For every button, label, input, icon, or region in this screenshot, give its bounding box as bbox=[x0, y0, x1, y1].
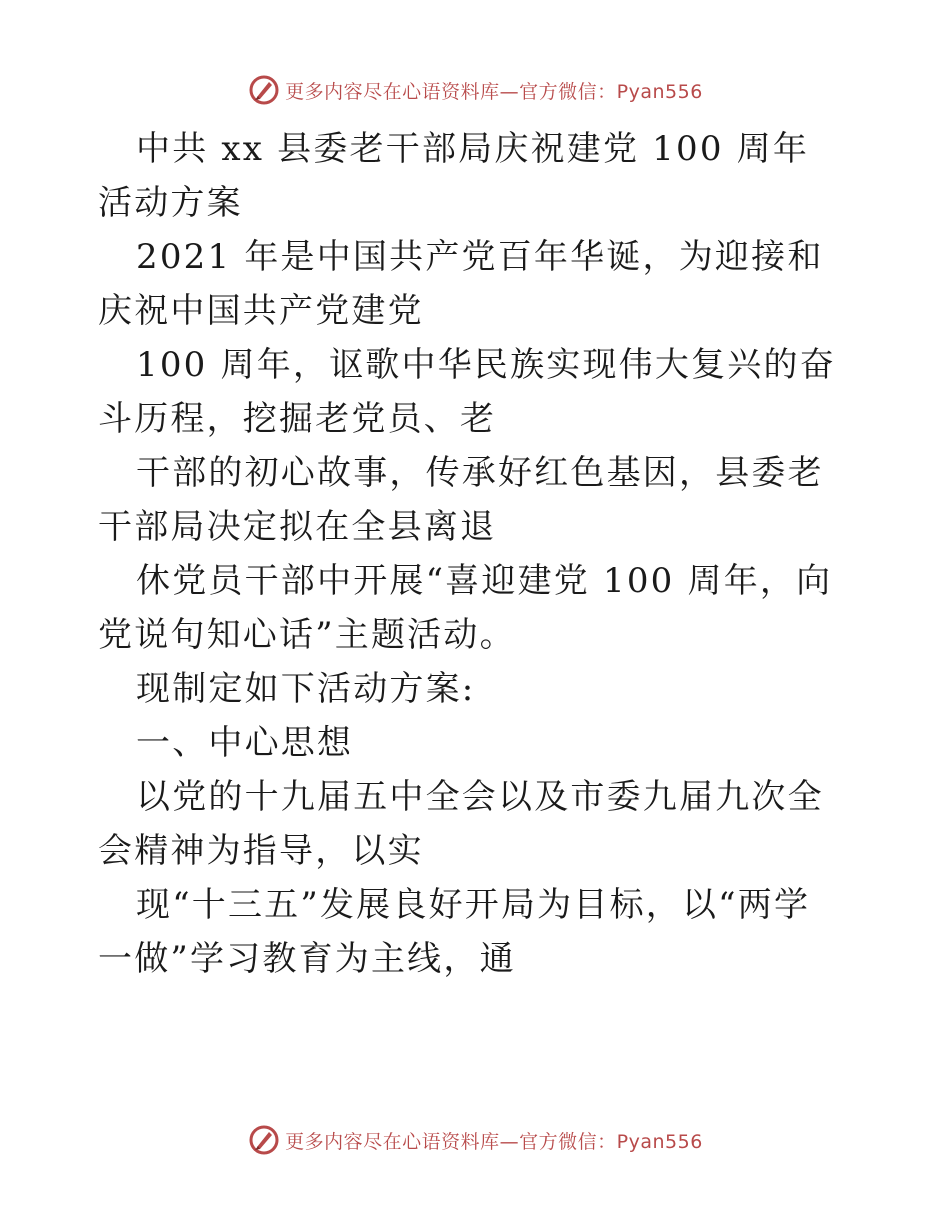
paragraph: 休党员干部中开展“喜迎建党 100 周年，向党说句知心话”主题活动。 bbox=[98, 561, 833, 655]
watermark-text: 更多内容尽在心语资料库—官方微信：Pyan556 bbox=[285, 1130, 703, 1153]
paragraph: 现“十三五”发展良好开局为目标，以“两学一做”学习教育为主线，通 bbox=[98, 885, 811, 979]
paragraph: 100 周年，讴歌中华民族实现伟大复兴的奋斗历程，挖掘老党员、老 bbox=[98, 345, 836, 439]
section-heading: 一、中心思想 bbox=[136, 723, 354, 763]
pen-circle-logo-icon bbox=[247, 73, 281, 107]
paragraph: 干部的初心故事，传承好红色基因，县委老干部局决定拟在全县离退 bbox=[98, 453, 824, 547]
header-watermark bbox=[0, 70, 950, 110]
document-title: 中共 xx 县委老干部局庆祝建党 100 周年活动方案 bbox=[98, 129, 810, 223]
paragraph: 以党的十九届五中全会以及市委九届九次全会精神为指导，以实 bbox=[98, 777, 824, 871]
document-body bbox=[98, 122, 843, 986]
watermark-text: 更多内容尽在心语资料库—官方微信：Pyan556 bbox=[285, 80, 703, 103]
paragraph: 2021 年是中国共产党百年华诞，为迎接和庆祝中国共产党建党 bbox=[98, 237, 824, 331]
footer-watermark bbox=[0, 1120, 950, 1160]
paragraph: 现制定如下活动方案: bbox=[136, 669, 476, 709]
pen-circle-logo-icon bbox=[247, 1123, 281, 1157]
